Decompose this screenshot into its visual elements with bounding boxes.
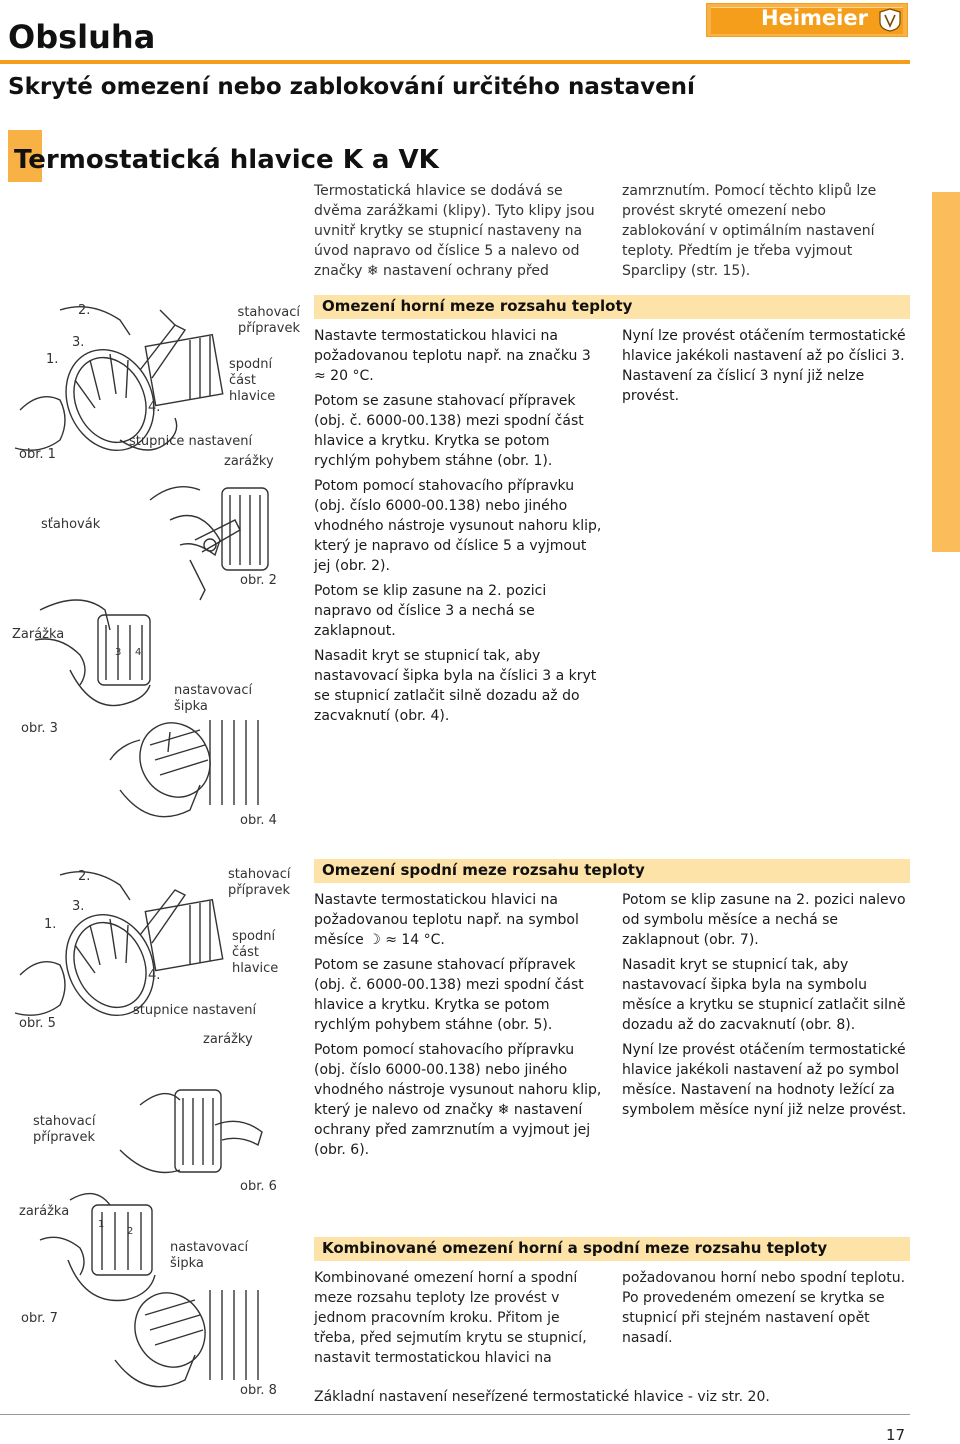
label-spodni-cast-hlavice: spodní část hlavice <box>229 357 276 404</box>
block2-col1 <box>314 890 604 1165</box>
fig-caption-obr1: obr. 1 <box>19 447 56 462</box>
label-nastavovaci-sipka: nastavovací šipka <box>170 1240 249 1271</box>
block3-heading-bar <box>314 1237 910 1261</box>
intro-text-right: zamrznutím. Pomocí těchto klipů lze provést skryté omezení nebo zablokování v optimálním nastavení teploty. Předtím je třeba vyjmout Sparclipy (str. 15). <box>622 183 877 279</box>
label-zarazka: Zarážka <box>12 627 65 642</box>
block1-paragraph: Nasadit kryt se stupnicí tak, aby nastavovací šipka byla na číslici 3 a kryt se stupnicí zatlačit silně dozadu až do zacvaknutí (obr. 4). <box>314 648 597 724</box>
fig-step-3: 3. <box>72 899 85 914</box>
brand-emblem-icon <box>879 8 901 32</box>
block1-paragraph: Potom pomocí stahovacího přípravku (obj. číslo 6000-00.138) nebo jiného vhodného nástroje vysunout nahoru klip, který je napravo od číslice 5 a vyjmout jej (obr. 2). <box>314 478 602 574</box>
scale-number: 1 <box>98 1219 105 1230</box>
label-zarazka: zarážka <box>19 1204 70 1219</box>
block1-col2 <box>622 326 910 406</box>
block2-heading-bar <box>314 859 910 883</box>
section-title: Termostatická hlavice K a VK <box>14 145 439 175</box>
block2-paragraph: Nasadit kryt se stupnicí tak, aby nastavovací šipka byla na symbolu měsíce a krytku se stupnicí zatlačit silně dozadu až do zacvaknutí (obr. 8). <box>622 957 906 1033</box>
block3-col2: požadovanou horní nebo spodní teplotu. Po provedeném omezení se krytka se stupnicí při stejném nastavení opět nasadí. <box>622 1270 906 1346</box>
block2-paragraph: Potom se zasune stahovací přípravek (obj. č. 6000-00.138) mezi spodní část hlavice a krytku. Krytka se potom rychlým pohybem stáhne (obr. 5). <box>314 957 584 1033</box>
fig-caption-obr2: obr. 2 <box>240 573 277 588</box>
fig-step-4: 4. <box>148 968 161 983</box>
label-zarazky: zarážky <box>224 454 274 469</box>
label-stahovaci-pripravek: stahovací přípravek <box>237 305 300 336</box>
page-number: 17 <box>886 1426 906 1444</box>
label-stahovaci-pripravek: stahovací přípravek <box>228 867 291 898</box>
label-spodni-cast-hlavice: spodní část hlavice <box>232 929 279 976</box>
fig-caption-obr6: obr. 6 <box>240 1179 277 1194</box>
brand-name: Heimeier <box>761 6 868 30</box>
block1-heading-bar <box>314 295 910 319</box>
fig-caption-obr7: obr. 7 <box>21 1311 58 1326</box>
block1-paragraph: Potom se klip zasune na 2. pozici napravo od číslice 3 a nechá se zaklapnout. <box>314 583 547 639</box>
fig-step-1: 1. <box>46 352 59 367</box>
intro-text-left: Termostatická hlavice se dodává se dvěma zarážkami (klipy). Tyto klipy jsou uvnitř krytky se stupnicí nastaveny na úvod napravo od číslice 5 a nalevo od značky ❄ nastavení ochrany před <box>314 183 595 279</box>
fig-step-2: 2. <box>78 303 91 318</box>
brand-logo <box>706 3 908 37</box>
block2-paragraph: Potom se klip zasune na 2. pozici nalevo od symbolu měsíce a nechá se zaklapnout (obr. 7). <box>622 892 906 948</box>
header-rule <box>0 60 910 64</box>
label-stahovak: sťahovák <box>41 517 101 532</box>
page-title: Obsluha <box>8 18 156 56</box>
fig-step-4: 4. <box>148 400 161 415</box>
block3-heading: Kombinované omezení horní a spodní meze rozsahu teploty <box>322 1239 828 1257</box>
fig-step-1: 1. <box>44 917 57 932</box>
scale-number: 2 <box>127 1226 134 1237</box>
fig-caption-obr5: obr. 5 <box>19 1016 56 1031</box>
scale-number: 3 <box>115 647 122 658</box>
block1-paragraph: Potom se zasune stahovací přípravek (obj. č. 6000-00.138) mezi spodní část hlavice a krytku. Krytka se potom rychlým pohybem stáhne (obr. 1). <box>314 393 584 469</box>
label-nastavovaci-sipka: nastavovací šipka <box>174 683 253 714</box>
block1-heading: Omezení horní meze rozsahu teploty <box>322 297 633 315</box>
page-subtitle: Skryté omezení nebo zablokování určitého nastavení <box>8 74 695 100</box>
block3-col1: Kombinované omezení horní a spodní meze rozsahu teploty lze provést v jednom pracovním kroku. Přitom je třeba, před sejmutím krytu se stupnicí, nastavit termostatickou hlavici na <box>314 1270 587 1366</box>
side-tab <box>932 192 960 552</box>
label-stupnice-nastaveni: stupnice nastavení <box>133 1003 257 1018</box>
block2-col2 <box>622 890 910 1125</box>
label-zarazky: zarážky <box>203 1032 253 1047</box>
block1-paragraph: Nyní lze provést otáčením termostatické hlavice jakékoli nastavení až po číslici 3. Nastavení za číslicí 3 nyní již nelze provést. <box>622 328 906 404</box>
block2-paragraph: Potom pomocí stahovacího přípravku (obj. číslo 6000-00.138) nebo jiného vhodného nástroje vysunout nahoru klip, který je nalevo od značky ❄ nastavení ochrany před zamrznutím a vyjmout jej (obr. 6). <box>314 1042 602 1158</box>
block1-paragraph: Nastavte termostatickou hlavici na požadovanou teplotu např. na značku 3 ≈ 20 °C. <box>314 328 591 384</box>
block2-paragraph: Nyní lze provést otáčením termostatické hlavice jakékoli nastavení až po symbol měsíce. Nastavení na hodnoty ležící za symbolem měsíce nyní již nelze provést. <box>622 1042 907 1118</box>
fig-caption-obr4: obr. 4 <box>240 813 277 828</box>
label-stahovaci-pripravek-2: stahovací přípravek <box>33 1114 96 1145</box>
block3-footer-note: Základní nastavení neseřízené termostatické hlavice - viz str. 20. <box>314 1389 770 1405</box>
block1-col1 <box>314 326 604 731</box>
block2-heading: Omezení spodní meze rozsahu teploty <box>322 861 645 879</box>
scale-number: 4 <box>135 647 142 658</box>
bottom-rule <box>0 1414 910 1415</box>
block2-paragraph: Nastavte termostatickou hlavici na požadovanou teplotu např. na symbol měsíce ☽ ≈ 14 °C. <box>314 892 579 948</box>
fig-step-2: 2. <box>78 869 91 884</box>
fig-caption-obr8: obr. 8 <box>240 1383 277 1398</box>
fig-step-3: 3. <box>72 335 85 350</box>
fig-caption-obr3: obr. 3 <box>21 721 58 736</box>
label-stupnice-nastaveni: stupnice nastavení <box>129 434 253 449</box>
